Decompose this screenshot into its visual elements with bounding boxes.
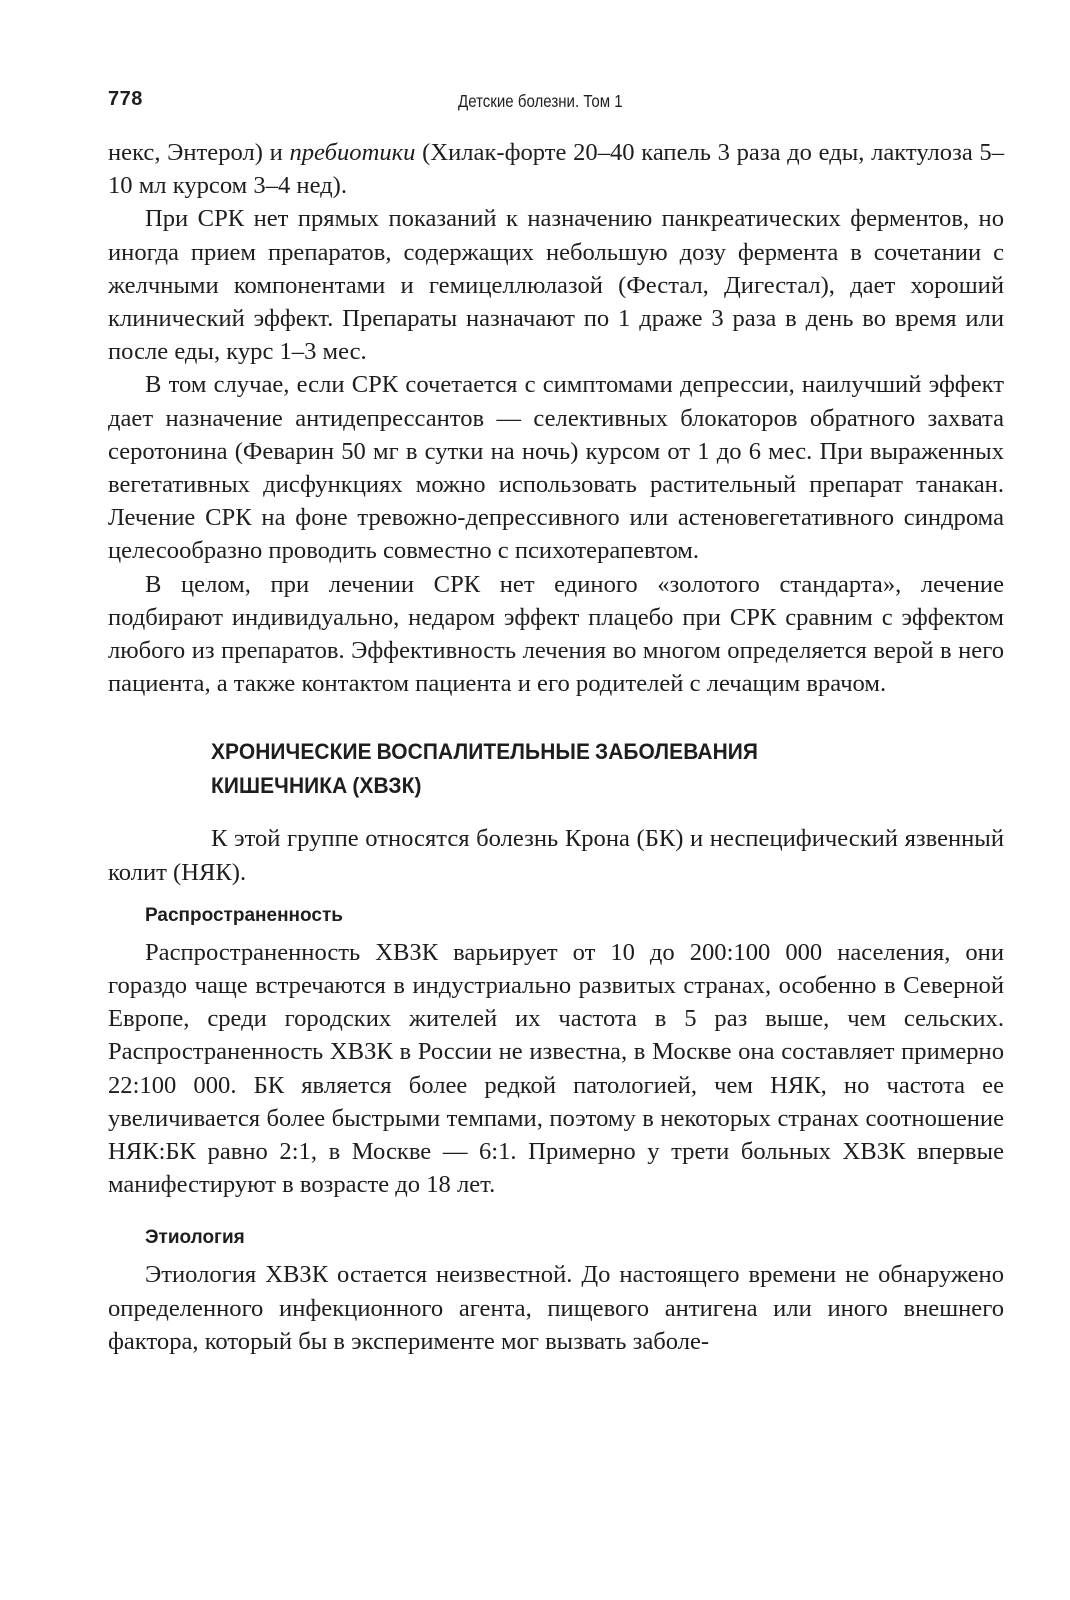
paragraph-prevalence: Распространенность ХВЗК варьирует от 10 до 200:100 000 населения, они гораздо чаще встречаются в индустриально развитых странах, особенно в Северной Европе, среди городских жителей их частота в 5 раз выше, чем сельских. Распространенность ХВЗК в России не известна, в Москве она составляет примерно 22:100 000. БК является более редкой патологией, чем НЯК, но частота ее увеличивается более быстрыми темпами, поэтому в некоторых странах соотношение НЯК:БК равно 2:1, в Москве — 6:1. Примерно у трети больных ХВЗК впервые манифестируют в возрасте до 18 лет. <box>108 938 1004 1199</box>
paragraph-etiology: Этиология ХВЗК остается неизвестной. До настоящего времени не обнаружено определенного инфекционного агента, пищевого антигена или иного внешнего фактора, который бы в эксперименте мог вызвать заболе- <box>108 1261 1004 1355</box>
page-number: 778 <box>108 88 143 110</box>
paragraph-treatment-summary: В целом, при лечении СРК нет единого «золотого стандарта», лечение подбирают индивидуально, недаром эффект плацебо при СРК сравним с эффектом любого из препаратов. Эффективность лечения во многом определяется верой в него пациента, а также контактом пациента и его родителей с лечащим врачом. <box>108 570 1004 698</box>
section-intro: К этой группе относятся болезнь Крона (БК) и неспецифический язвенный колит (НЯК). <box>108 825 1004 886</box>
section-title-line-1: ХРОНИЧЕСКИЕ ВОСПАЛИТЕЛЬНЫЕ ЗАБОЛЕВАНИЯ <box>211 739 759 765</box>
paragraph-enzymes: При СРК нет прямых показаний к назначению панкреатических ферментов, но иногда прием препаратов, содержащих небольшую дозу фермента в сочетании с желчными компонентами и гемицеллюлазой (Фестал, Дигестал), дает хороший клинический эффект. Препараты назначают по 1 драже 3 раза в день во время или после еды, курс 1–3 мес. <box>108 205 1004 366</box>
section-title-line-2: КИШЕЧНИКА (ХВЗК) <box>211 773 422 799</box>
italic-term: пребиотики <box>289 139 416 166</box>
page-body <box>108 136 1004 1358</box>
subsection-title-prevalence: Распространенность <box>145 904 343 926</box>
paragraph-text: (Хилак-форте 20–40 капель 3 раза до еды, лактулоза 5–10 мл курсом 3–4 нед). <box>108 139 1004 200</box>
subsection-title-etiology: Этиология <box>145 1227 245 1249</box>
page-header <box>108 88 1004 118</box>
section-title <box>211 735 948 803</box>
running-title: Детские болезни. Том 1 <box>458 91 623 111</box>
paragraph-text: некс, Энтерол) и <box>108 139 290 166</box>
paragraph-antidepressants: В том случае, если СРК сочетается с симптомами депрессии, наилучший эффект дает назначение антидепрессантов — селективных блокаторов обратного захвата серотонина (Феварин 50 мг в сутки на ночь) курсом от 1 до 6 мес. При выраженных вегетативных дисфункциях можно использовать растительный препарат танакан. Лечение СРК на фоне тревожно-депрессивного или астеновегетативного синдрома целесообразно проводить совместно с психотерапевтом. <box>108 371 1004 565</box>
paragraph-continuation <box>108 136 1004 202</box>
